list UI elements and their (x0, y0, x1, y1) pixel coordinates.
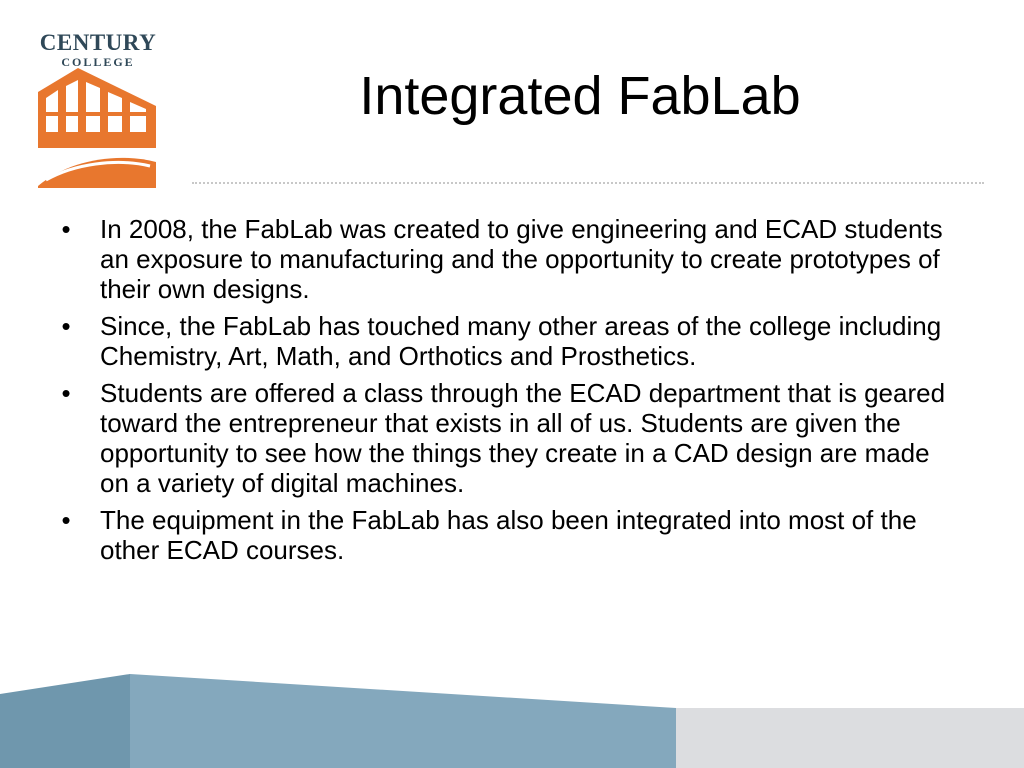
bullet-item (56, 505, 956, 565)
bullet-marker: • (61, 311, 71, 341)
footer-dark-band (0, 674, 130, 768)
footer-light-block (676, 708, 1024, 768)
logo-name: CENTURY (39, 30, 157, 55)
slide-title: Integrated FabLab (359, 66, 801, 126)
bullet-list (56, 214, 956, 572)
bullet-marker: • (61, 378, 71, 408)
bullet-marker: • (61, 505, 71, 535)
building-icon (38, 68, 156, 188)
bullet-item (56, 378, 956, 498)
bullet-text: In 2008, the FabLab was created to give engineering and ECAD students an exposure to manufacturing and the opportunity to create prototypes of their own designs. (100, 214, 943, 304)
bullet-text: The equipment in the FabLab has also been integrated into most of the other ECAD courses. (100, 505, 917, 565)
footer-decoration (0, 670, 1024, 768)
century-college-logo (36, 30, 160, 190)
title-divider (192, 182, 984, 184)
bullet-marker: • (61, 214, 71, 244)
bullet-item (56, 311, 956, 371)
bullet-text: Students are offered a class through the ECAD department that is geared toward the entrepreneur that exists in all of us. Students are given the opportunity to see how the things they create in a CAD design are made on a variety of digital machines. (100, 378, 946, 498)
bullet-text: Since, the FabLab has touched many other areas of the college including Chemistry, Art, Math, and Orthotics and Prosthetics. (100, 311, 942, 371)
bullet-item (56, 214, 956, 304)
logo-subname: COLLEGE (61, 55, 135, 69)
footer-mid-band (130, 674, 676, 768)
